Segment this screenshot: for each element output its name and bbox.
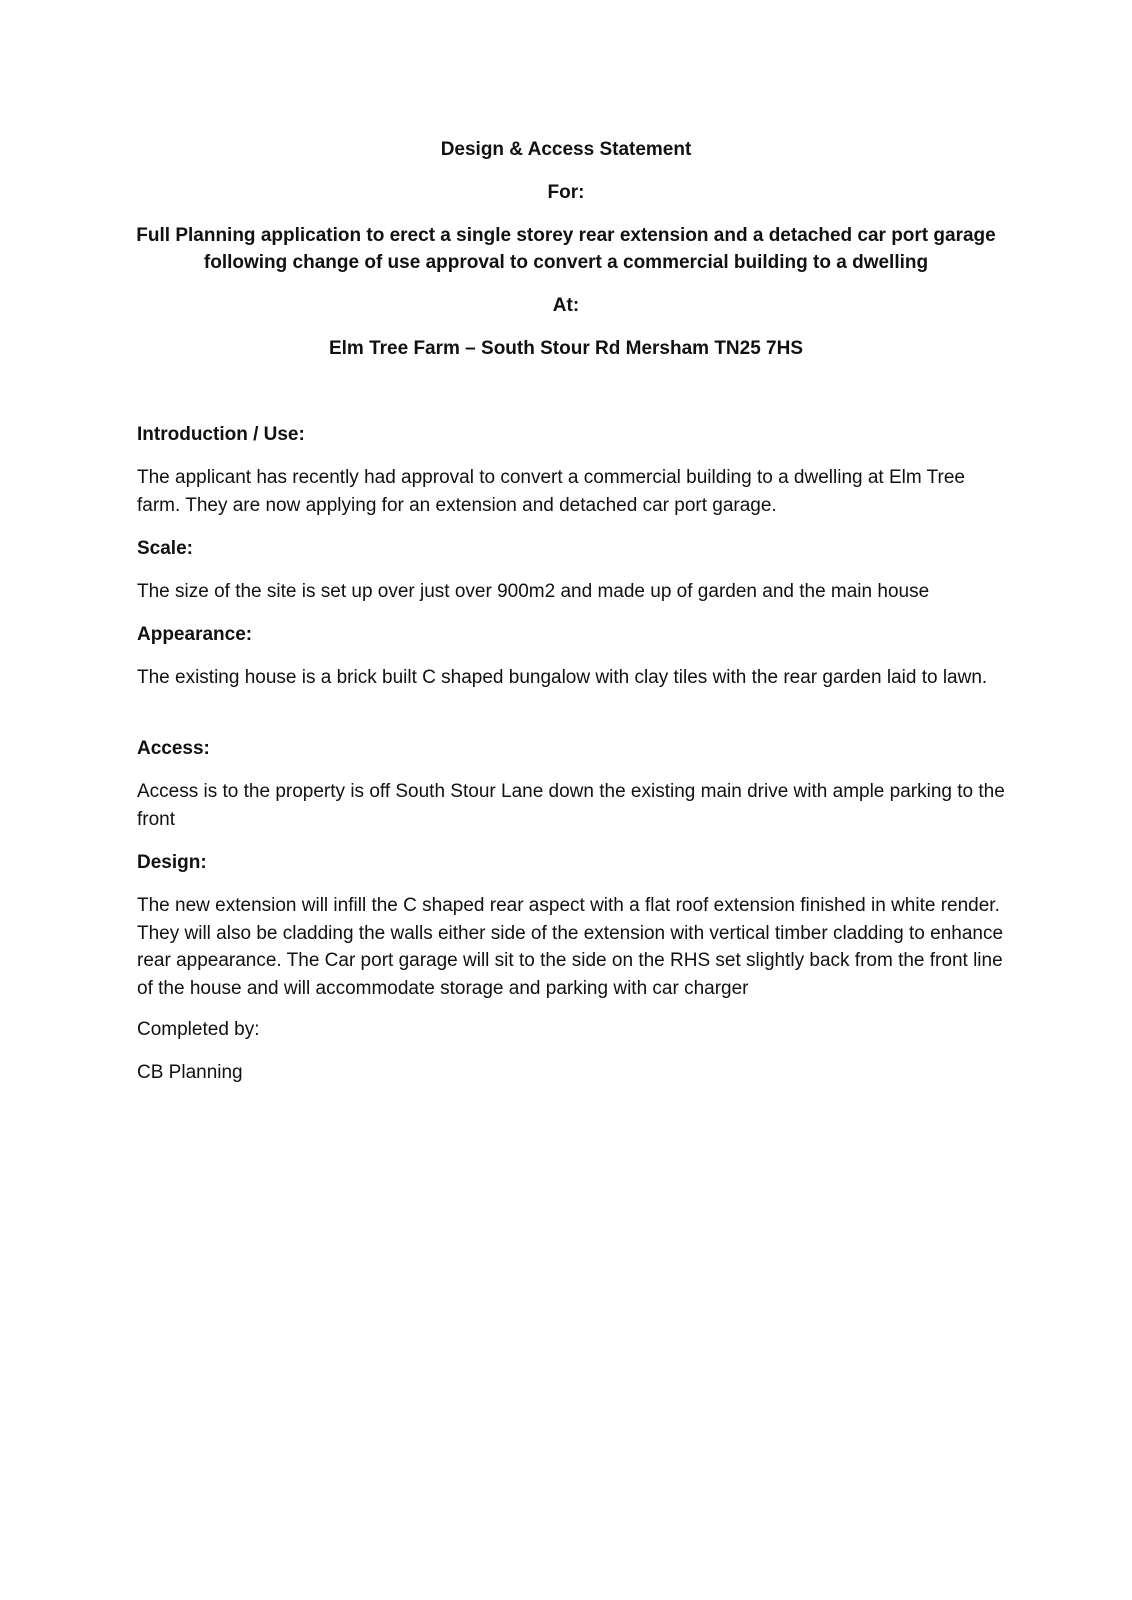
completed-by-label: Completed by: [137,1019,260,1040]
section-heading-scale: Scale: [137,538,193,559]
section-body-design: The new extension will infill the C shaped rear aspect with a flat roof extension finished in white render. They will also be cladding the walls either side of the extension with vertical timber cladding to enhance rear appearance. The Car port garage will sit to the side on the RHS set slightly back from the front line of the house and will accommodate storage and parking with car charger [137,895,1004,999]
section-body-access: Access is to the property is off South Stour Lane down the existing main drive with ample parking to the front [137,781,1005,830]
completed-by-name: CB Planning [137,1062,243,1083]
section-heading-access: Access: [137,738,210,759]
site-address: Elm Tree Farm – South Stour Rd Mersham TN25 7HS [328,338,804,359]
at-label: At: [552,295,580,316]
for-label: For: [547,182,585,203]
section-body-appearance: The existing house is a brick built C shaped bungalow with clay tiles with the rear garden laid to lawn. [137,667,988,688]
section-heading-introduction: Introduction / Use: [137,424,305,445]
section-body-scale: The size of the site is set up over just over 900m2 and made up of garden and the main house [137,581,930,602]
section-body-introduction: The applicant has recently had approval to convert a commercial building to a dwelling at Elm Tree farm. They are now applying for an extension and detached car port garage. [137,467,965,516]
section-heading-appearance: Appearance: [137,624,253,645]
document-title: Design & Access Statement [440,139,692,160]
application-line-1: Full Planning application to erect a single storey rear extension and a detached car port garage [136,225,996,246]
section-heading-design: Design: [137,852,207,873]
application-line-2: following change of use approval to convert a commercial building to a dwelling [203,252,929,273]
